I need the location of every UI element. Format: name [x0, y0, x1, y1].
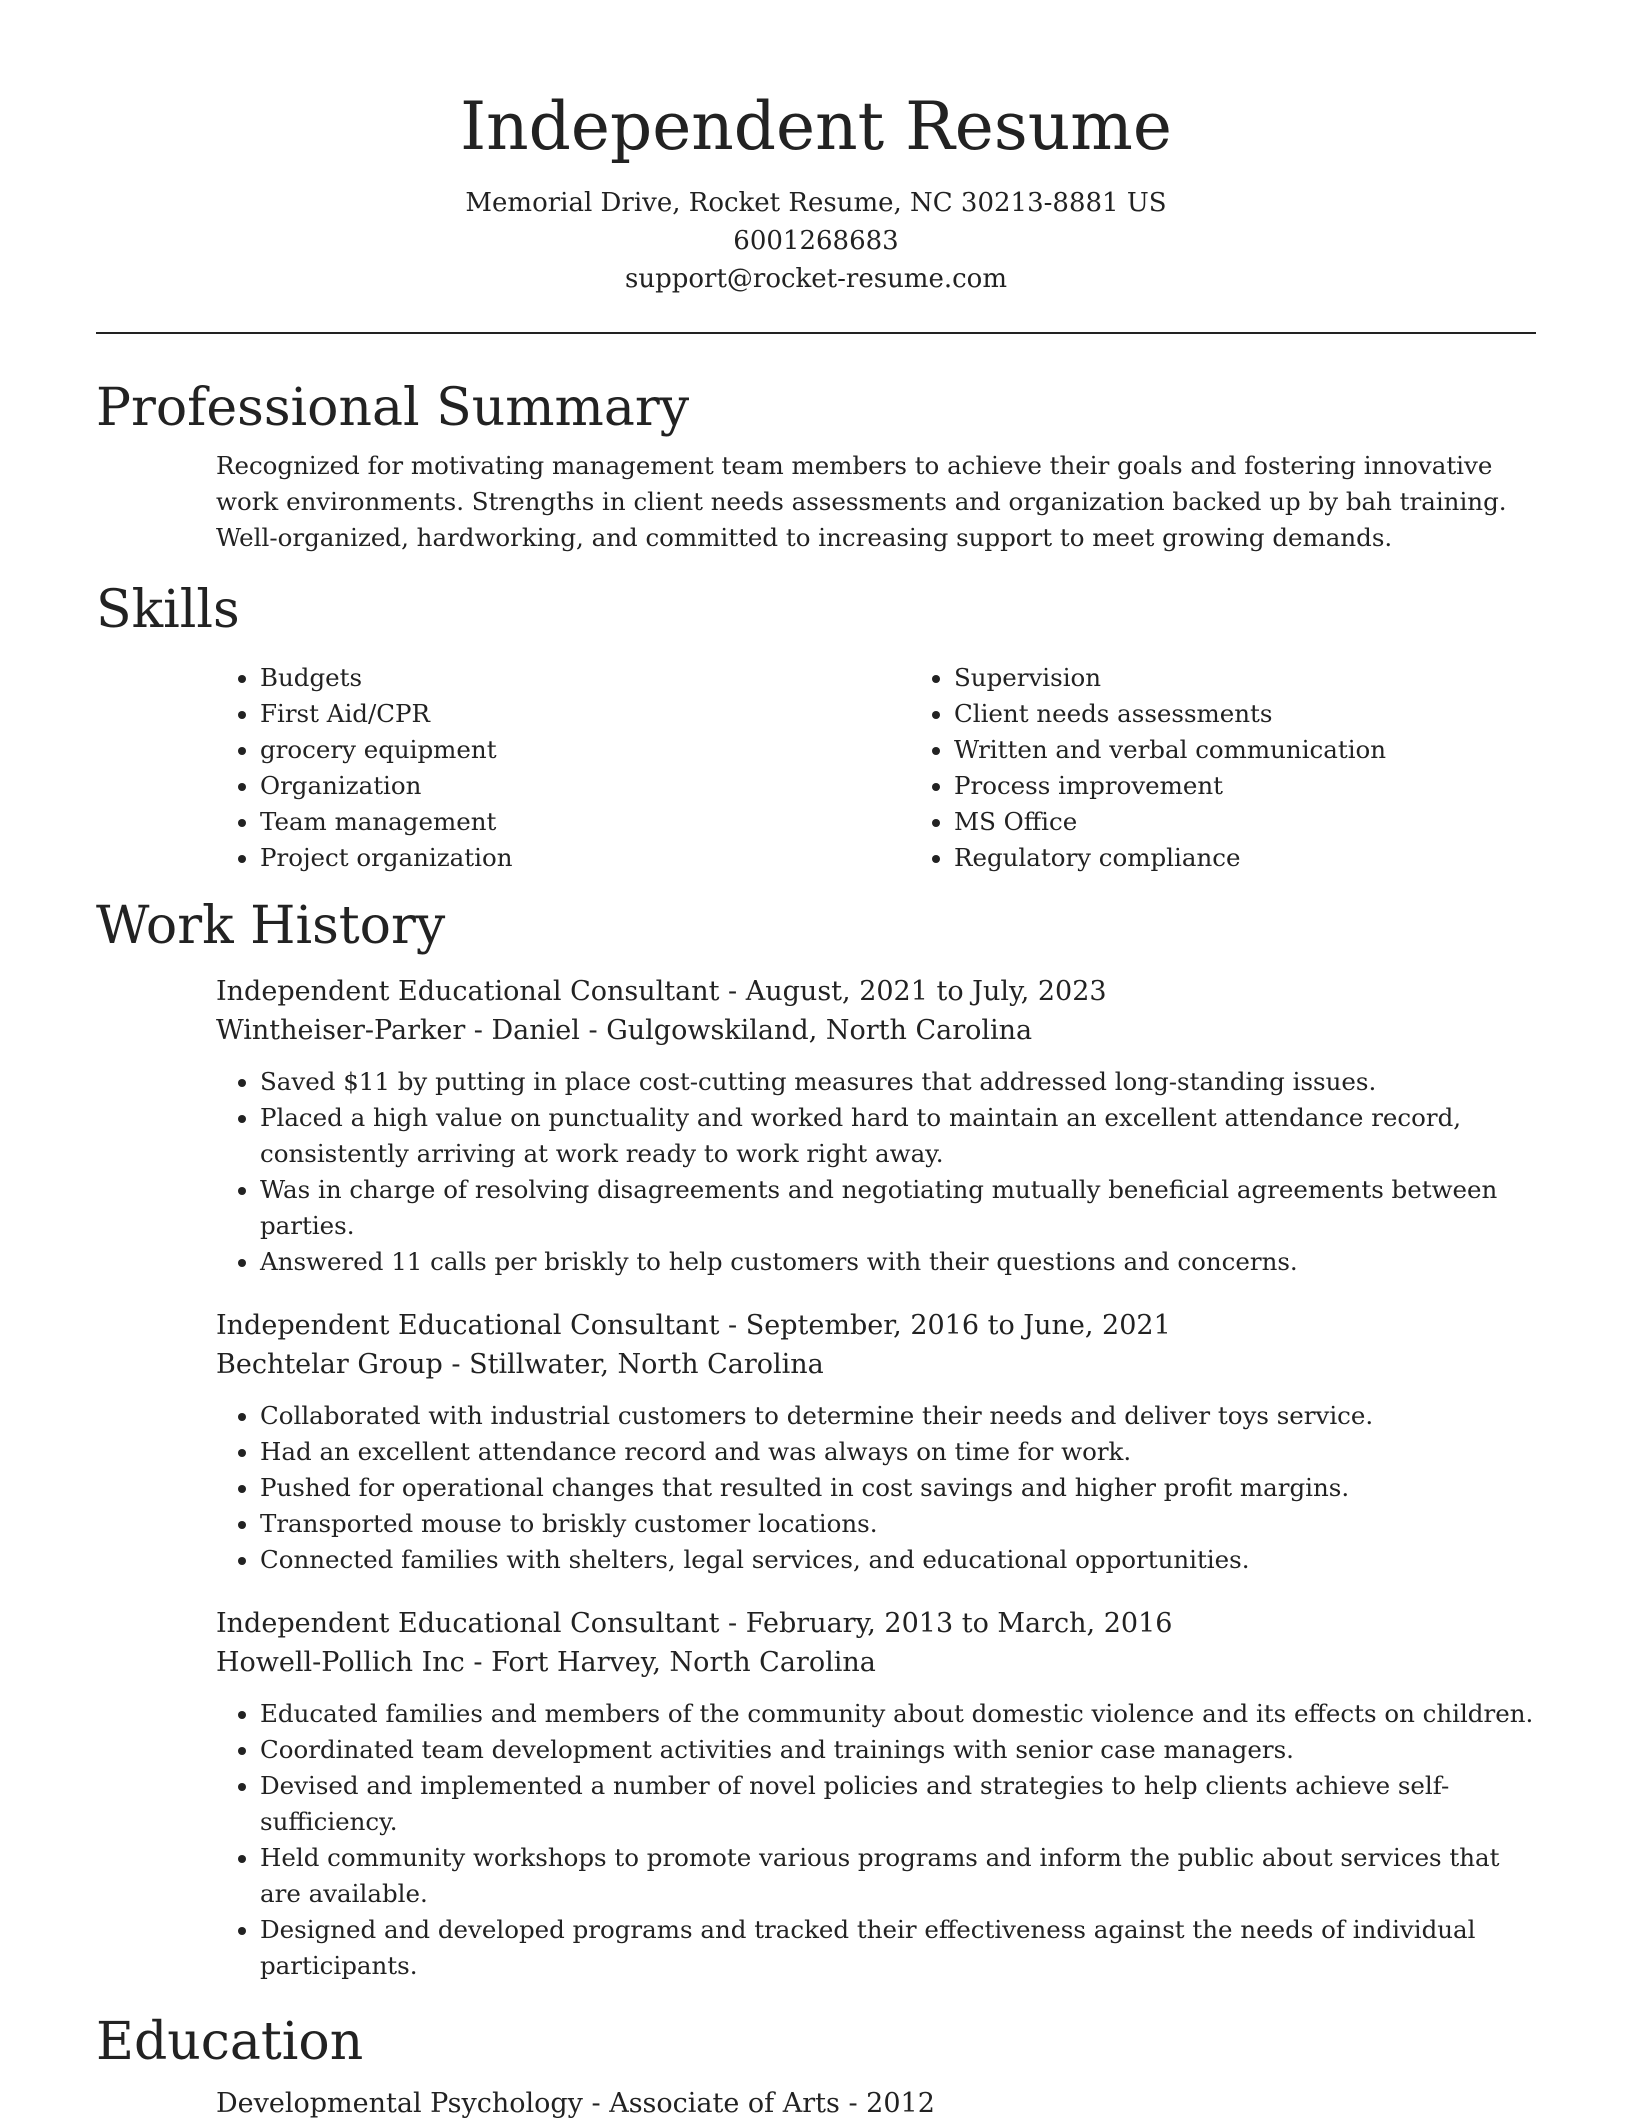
skills-column-right — [910, 660, 1604, 876]
job-title: Independent Educational Consultant — [216, 1310, 720, 1341]
job-bullet: • Was in charge of resolving disagreements and negotiating mutually beneficial agreements between parties. — [260, 1172, 1536, 1244]
job-bullets — [216, 1398, 1536, 1578]
job-entry — [216, 972, 1536, 1280]
skill-item: • Client needs assessments — [954, 696, 1604, 732]
job-location: Stillwater, North Carolina — [469, 1349, 824, 1380]
job-bullet: • Designed and developed programs and tracked their effectiveness against the needs of individual participants. — [260, 1912, 1536, 1984]
job-bullet: • Pushed for operational changes that resulted in cost savings and higher profit margins. — [260, 1470, 1536, 1506]
skill-item: • Regulatory compliance — [954, 840, 1604, 876]
job-company-line: Wintheiser-Parker - Daniel - Gulgowskiland, North Carolina — [216, 1015, 1033, 1046]
header-divider — [96, 332, 1536, 334]
job-bullet: • Placed a high value on punctuality and worked hard to maintain an excellent attendance record, consistently arriving at work ready to work right away. — [260, 1100, 1536, 1172]
skill-item: • Team management — [260, 804, 910, 840]
summary-heading: Professional Summary — [96, 378, 690, 438]
summary-text: Recognized for motivating management team members to achieve their goals and fostering innovative work environments. Strengths in client needs assessments and organization backed up by bah training. Well-organized, hardworking, and committed to increasing support to meet growing demands. — [216, 451, 1507, 552]
job-bullet: • Answered 11 calls per briskly to help customers with their questions and concerns. — [260, 1244, 1536, 1280]
skill-item: • Organization — [260, 768, 910, 804]
job-dates: February, 2013 to March, 2016 — [745, 1608, 1173, 1639]
job-location: Gulgowskiland, North Carolina — [606, 1015, 1033, 1046]
skill-item: • MS Office — [954, 804, 1604, 840]
contact-block — [96, 184, 1536, 298]
job-bullet: • Had an excellent attendance record and was always on time for work. — [260, 1434, 1536, 1470]
contact-address: Memorial Drive, Rocket Resume, NC 30213-8881 US — [465, 188, 1167, 218]
job-bullet: • Held community workshops to promote various programs and inform the public about services that are available. — [260, 1840, 1536, 1912]
skill-item: • Process improvement — [954, 768, 1604, 804]
skill-item: • Budgets — [260, 660, 910, 696]
contact-phone: 6001268683 — [733, 226, 899, 256]
job-title-line: Independent Educational Consultant - September, 2016 to June, 2021 — [216, 1310, 1171, 1341]
job-bullet: • Collaborated with industrial customers to determine their needs and deliver toys service. — [260, 1398, 1536, 1434]
contact-email: support@rocket-resume.com — [624, 264, 1007, 294]
job-bullet: • Educated families and members of the community about domestic violence and its effects on children. — [260, 1696, 1536, 1732]
job-bullet: • Transported mouse to briskly customer locations. — [260, 1506, 1536, 1542]
job-bullets — [216, 1064, 1536, 1280]
job-title-line: Independent Educational Consultant - February, 2013 to March, 2016 — [216, 1608, 1173, 1639]
job-title-line: Independent Educational Consultant - August, 2021 to July, 2023 — [216, 976, 1107, 1007]
job-dates: September, 2016 to June, 2021 — [745, 1310, 1171, 1341]
job-dates: August, 2021 to July, 2023 — [745, 976, 1107, 1007]
job-bullet: • Devised and implemented a number of novel policies and strategies to help clients achieve self-sufficiency. — [260, 1768, 1536, 1840]
job-bullet: • Saved $11 by putting in place cost-cutting measures that addressed long-standing issues. — [260, 1064, 1536, 1100]
job-bullets — [216, 1696, 1536, 1984]
skills-heading: Skills — [96, 580, 240, 640]
job-location: Fort Harvey, North Carolina — [491, 1647, 876, 1678]
job-company: Howell-Pollich Inc — [216, 1647, 465, 1678]
resume-name: Independent Resume — [460, 88, 1172, 165]
job-title: Independent Educational Consultant — [216, 976, 720, 1007]
job-entry — [216, 1306, 1536, 1578]
skills-column-left — [216, 660, 910, 876]
job-title: Independent Educational Consultant — [216, 1608, 720, 1639]
job-company-line: Bechtelar Group - Stillwater, North Carolina — [216, 1349, 824, 1380]
education-heading: Education — [96, 2012, 364, 2072]
skill-item: • First Aid/CPR — [260, 696, 910, 732]
job-bullet: • Coordinated team development activities and trainings with senior case managers. — [260, 1732, 1536, 1768]
job-company-line: Howell-Pollich Inc - Fort Harvey, North Carolina — [216, 1647, 876, 1678]
skill-item: • Written and verbal communication — [954, 732, 1604, 768]
skill-item: • grocery equipment — [260, 732, 910, 768]
skill-item: • Project organization — [260, 840, 910, 876]
job-company: Bechtelar Group — [216, 1349, 443, 1380]
job-entry — [216, 1604, 1536, 1984]
resume-page — [96, 0, 1536, 2123]
skill-item: • Supervision — [954, 660, 1604, 696]
skills-list — [216, 660, 1536, 876]
job-company: Wintheiser-Parker - Daniel — [216, 1015, 580, 1046]
job-bullet: • Connected families with shelters, legal services, and educational opportunities. — [260, 1542, 1536, 1578]
work-history-heading: Work History — [96, 896, 446, 956]
education-entry: Developmental Psychology - Associate of Arts - 2012 — [216, 2088, 935, 2119]
